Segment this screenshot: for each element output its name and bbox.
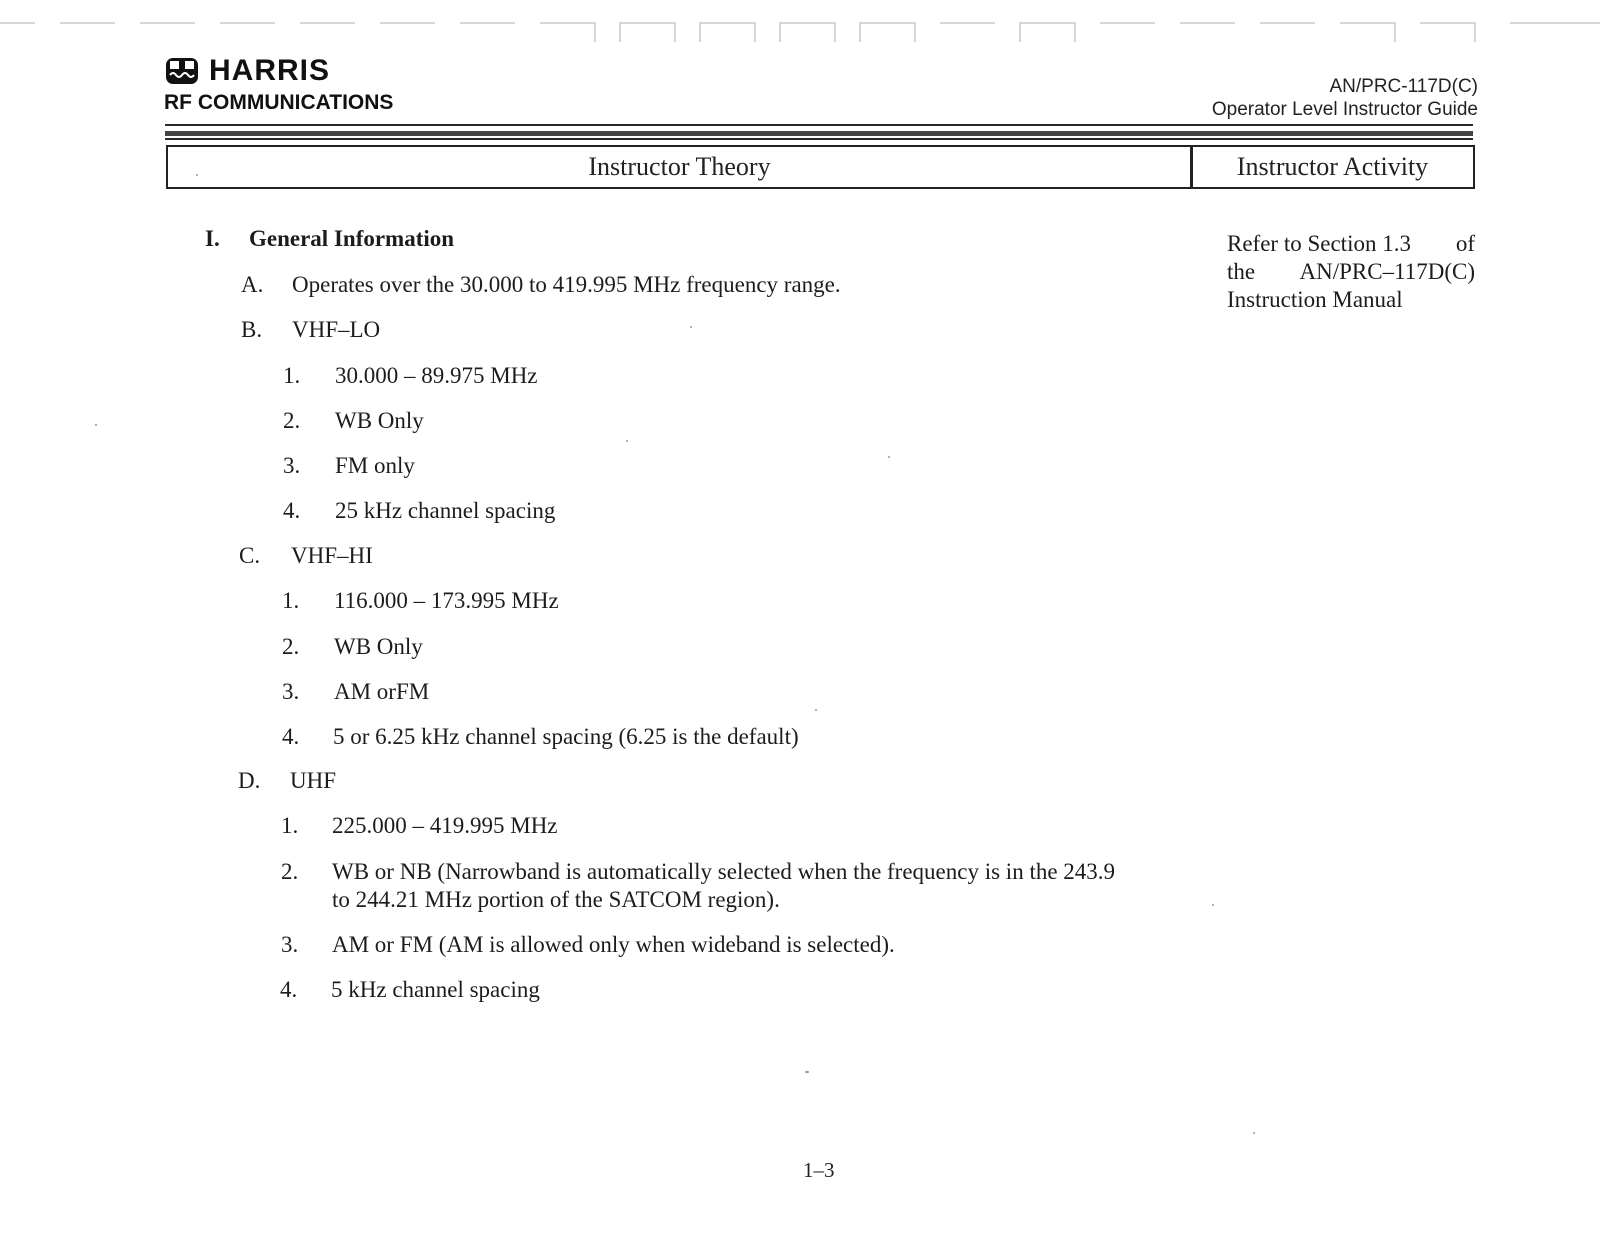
scan-speck [690, 326, 692, 328]
item-d4-num: 4. [280, 977, 298, 1002]
section-title: General Information [249, 226, 455, 251]
item-b2-num: 2. [283, 408, 301, 433]
item-b1-text: 30.000 – 89.975 MHz [335, 363, 538, 388]
scan-speck [815, 709, 817, 711]
company-division: RF COMMUNICATIONS [164, 91, 394, 114]
item-c3-text: AM orFM [334, 679, 430, 704]
item-c2-num: 2. [282, 634, 300, 659]
item-d-label: D. [238, 768, 261, 793]
item-d1-text: 225.000 – 419.995 MHz [332, 813, 558, 838]
item-b3-text: FM only [335, 453, 415, 478]
scan-speck [196, 174, 198, 176]
activity-line2-start: the [1227, 259, 1256, 284]
item-b-label: B. [241, 317, 263, 342]
item-b2-text: WB Only [335, 408, 424, 433]
column-header-theory [166, 145, 1193, 189]
harris-logo-icon [165, 57, 199, 85]
activity-reference [1227, 230, 1475, 314]
activity-line1-text: Refer to Section 1.3 [1227, 231, 1411, 256]
item-c1-num: 1. [282, 588, 300, 613]
header-rule-bottom [165, 138, 1473, 140]
header-rule-top [165, 124, 1473, 126]
item-c4-text: 5 or 6.25 kHz channel spacing (6.25 is the default) [333, 724, 799, 749]
scan-speck [1253, 1132, 1255, 1134]
item-a-label: A. [241, 272, 264, 297]
item-b4-text: 25 kHz channel spacing [335, 498, 556, 523]
item-d4-text: 5 kHz channel spacing [331, 977, 540, 1002]
item-d2-text-line2: to 244.21 MHz portion of the SATCOM region). [332, 887, 780, 912]
scan-speck [1212, 904, 1214, 906]
item-c-label: C. [239, 543, 261, 568]
document-model: AN/PRC-117D(C) [1329, 76, 1478, 97]
header-rule-thick [165, 131, 1473, 136]
column-header-theory-label: Instructor Theory [588, 152, 771, 181]
item-d3-text: AM or FM (AM is allowed only when wideband is selected). [332, 932, 895, 957]
item-d2-text: WB or NB (Narrowband is automatically selected when the frequency is in the 243.9 [332, 859, 1116, 884]
item-c4-num: 4. [282, 724, 300, 749]
scan-speck [888, 456, 890, 458]
company-name: HARRIS [209, 54, 331, 87]
scan-edge-marks [0, 20, 1600, 50]
column-header-activity-label: Instructor Activity [1236, 152, 1429, 181]
activity-line3-text: Instruction Manual [1227, 287, 1403, 312]
item-c1-text: 116.000 – 173.995 MHz [334, 588, 559, 613]
scan-speck [95, 424, 97, 426]
item-a-text: Operates over the 30.000 to 419.995 MHz frequency range. [292, 272, 841, 297]
item-b3-num: 3. [283, 453, 301, 478]
item-b1-num: 1. [283, 363, 301, 388]
item-c3-num: 3. [282, 679, 300, 704]
item-d3-num: 3. [281, 932, 299, 957]
item-d2-num: 2. [281, 859, 299, 884]
item-c-text: VHF–HI [291, 543, 373, 568]
item-d1-num: 1. [281, 813, 299, 838]
scan-speck [626, 440, 628, 442]
activity-line1-end: of [1455, 231, 1475, 256]
section-numeral: I. [205, 226, 220, 251]
item-b4-num: 4. [283, 498, 301, 523]
activity-line2-model: AN/PRC–117D(C) [1299, 259, 1475, 284]
page-number: 1–3 [803, 1158, 835, 1182]
item-b-text: VHF–LO [292, 317, 381, 342]
item-c2-text: WB Only [334, 634, 423, 659]
column-header-activity [1190, 145, 1475, 189]
item-d-text: UHF [290, 768, 337, 793]
scan-speck [805, 1071, 809, 1073]
document-guide-title: Operator Level Instructor Guide [1211, 99, 1478, 120]
